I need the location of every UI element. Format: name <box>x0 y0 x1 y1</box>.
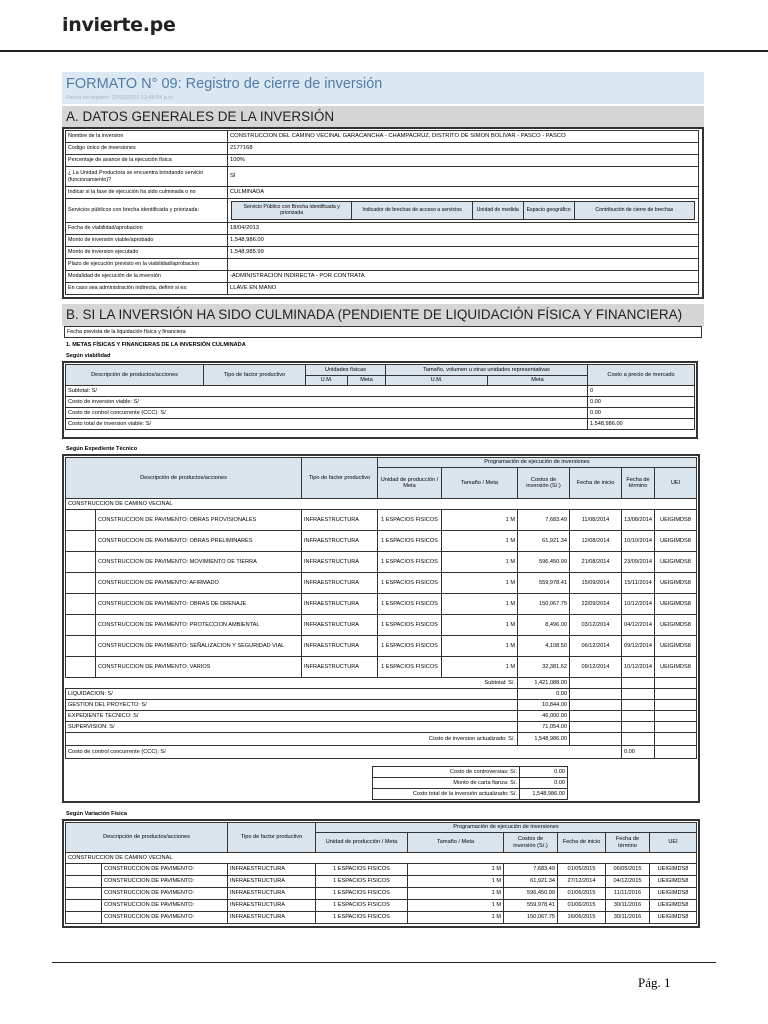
varf-h-costo: Costos de inversión (S/.) <box>504 833 558 853</box>
general-row: Monto de inversion ejecutado 1,548,985.99 <box>66 247 699 259</box>
section-b-title: B. SI LA INVERSIÓN HA SIDO CULMINADA (PENDIENTE DE LIQUIDACIÓN FÍSICA Y FINANCIERA) <box>62 304 704 326</box>
viab-h-um: U.M. <box>306 376 348 386</box>
liquidation-label: Fecha prevista de la liquidación física y financiera <box>65 327 702 338</box>
varf-h-fi: Fecha de inicio <box>558 833 606 853</box>
exp-ccc-row: Costo de control concurrente (CCC): S/ 0.00 <box>66 746 697 759</box>
general-row: Plazo de ejecución previsto en la viabilidad/aprobacion <box>66 259 699 271</box>
general-data-table <box>65 130 699 295</box>
table-row: CONSTRUCCION DE PAVIMENTO: SEÑALIZACION Y SEGURIDAD VIAL INFRAESTRUCTURA 1 ESPACIOS FISICOS 1 M 4,108.50 06/12/2014 09/12/2014 UEIGIMDS8 <box>66 636 697 657</box>
varf-h-desc: Descripción de productos/acciones <box>66 823 228 853</box>
varf-h-ft: Fecha de término <box>606 833 650 853</box>
footer-divider <box>52 962 716 963</box>
exp-extra-row: EXPEDIENTE TECNICO: S/ 46,000.00 <box>66 711 697 722</box>
varf-table <box>65 822 697 924</box>
exp-h-prog: Programación de ejecución de inversiones <box>378 458 697 468</box>
general-row: Codigo único de inversiones 2177168 <box>66 143 699 155</box>
viab-subtitle: Según viabilidad <box>66 353 111 359</box>
general-row: Nombre de la inversion CONSTRUCCION DEL CAMINO VECINAL GARACANCHA - CHAMPACRUZ, DISTRITO DE SIMON BOLIVAR - PASCO - PASCO <box>66 131 699 143</box>
varf-h-tam: Tamaño / Meta <box>408 833 504 853</box>
table-row: CONSTRUCCION DE PAVIMENTO: INFRAESTRUCTURA 1 ESPACIOS FISICOS 1 M 150,067.75 16/06/2015 30/11/2016 UEIGIMDS8 <box>66 912 697 924</box>
exp-h-tipo: Tipo de factor productivo <box>302 458 378 499</box>
liquidation-table <box>64 326 702 338</box>
varf-group: CONSTRUCCION DE CAMINO VECINAL <box>66 853 697 864</box>
varf-h-tipo: Tipo de factor productivo <box>228 823 316 853</box>
exp-extra-row: LIQUIDACION: S/ 0.00 <box>66 689 697 700</box>
services-col: Contribución de cierre de brechas <box>574 202 694 220</box>
general-row: Monto de inversión viable/aprobado 1,548,986.00 <box>66 235 699 247</box>
form-date: Fecha de registro: 20/01/2020 12:48:04 p.m. <box>66 95 175 101</box>
general-row: Modalidad de ejecución de la inversión -ADMINISTRACION INDIRECTA - POR CONTRATA <box>66 271 699 283</box>
exp-h-tam: Tamaño / Meta <box>442 468 518 499</box>
services-col: Unidad de medida <box>472 202 523 220</box>
services-col: Servicio Público con Brecha identificada y priorizada <box>232 202 352 220</box>
viab-total-row: Costo de control concurrente (CCC): S/ 0.00 <box>66 408 695 419</box>
services-row: Servicios públicos con brecha identificada y priorizada: Servicio Público con Brecha identificada y priorizada Indicador de brechas de acceso a servicios Unidad de medida Espacio geográfico Contribución de cierre de brechas <box>66 199 699 223</box>
viab-total-row: Costo de inversion viable: S/ 0.00 <box>66 397 695 408</box>
form-title: FORMATO N° 09: Registro de cierre de inversión <box>66 76 383 92</box>
exp-subtotal-row: Subtotal: S/. 1,421,088.00 <box>66 678 697 689</box>
general-row: Indicar si la fase de ejecución ha sido culminada o no CULMINADA <box>66 187 699 199</box>
exp-extra-row: SUPERVISION: S/ 71,054.00 <box>66 722 697 733</box>
exp-tail-row: Costo total de la inversión actualizado: S/. 1,548,986.00 <box>373 789 568 800</box>
services-header <box>231 201 695 220</box>
header-divider <box>0 50 768 52</box>
table-row: CONSTRUCCION DE PAVIMENTO: OBRAS DE DRENAJE INFRAESTRUCTURA 1 ESPACIOS FISICOS 1 M 150,067.75 22/09/2014 10/12/2014 UEIGIMDS8 <box>66 594 697 615</box>
general-row: Fecha de viabilidad/aprobacion 18/04/2013 <box>66 223 699 235</box>
general-row: En caso sea administración indirecta, definir si es: LLAVE EN MANO <box>66 283 699 295</box>
page-number: Pág. 1 <box>638 975 671 990</box>
table-row: CONSTRUCCION DE PAVIMENTO: INFRAESTRUCTURA 1 ESPACIOS FISICOS 1 M 7,683.49 01/05/2015 06/05/2015 UEIGIMDS8 <box>66 864 697 876</box>
exp-h-costo: Costos de inversión (S/.) <box>518 468 570 499</box>
viab-h-meta2: Meta <box>488 376 588 386</box>
viab-h-costo: Costo a precio de mercado <box>588 365 695 386</box>
table-row: CONSTRUCCION DE PAVIMENTO: PROTECCION AMBIENTAL INFRAESTRUCTURA 1 ESPACIOS FISICOS 1 M 8,496.00 03/12/2014 04/12/2014 UEIGIMDS8 <box>66 615 697 636</box>
viab-h-desc: Descripción de productos/acciones <box>66 365 204 386</box>
exp-tail-table <box>372 766 568 800</box>
services-col: Indicador de brechas de acceso a servicios <box>352 202 472 220</box>
table-row: CONSTRUCCION DE PAVIMENTO: INFRAESTRUCTURA 1 ESPACIOS FISICOS 1 M 596,450.99 01/06/2015 11/11/2016 UEIGIMDS8 <box>66 888 697 900</box>
table-row: CONSTRUCCION DE PAVIMENTO: VARIOS INFRAESTRUCTURA 1 ESPACIOS FISICOS 1 M 32,381.52 09/12/2014 10/12/2014 UEIGIMDS8 <box>66 657 697 678</box>
varf-h-uei: UEI <box>650 833 697 853</box>
logo-text: invierte.pe <box>62 14 176 36</box>
viab-total-row: Subtotal: S/ 0 <box>66 386 695 397</box>
viab-h-unid: Unidades físicas <box>306 365 386 376</box>
metas-title: 1. METAS FÍSICAS Y FINANCIERAS DE LA INVERSIÓN CULMINADA <box>66 342 246 348</box>
table-row: CONSTRUCCION DE PAVIMENTO: INFRAESTRUCTURA 1 ESPACIOS FISICOS 1 M 559,978.41 01/06/2015 30/11/2016 UEIGIMDS8 <box>66 900 697 912</box>
varf-subtitle: Según Variación Física <box>66 811 127 817</box>
viab-total-row: Costo total de inversion viable: S/ 1,548,986.00 <box>66 419 695 430</box>
viab-h-meta: Meta <box>348 376 386 386</box>
exp-subtitle: Según Expediente Técnico <box>66 446 138 452</box>
exp-h-unid: Unidad de producción / Meta <box>378 468 442 499</box>
viab-h-tam: Tamaño, volumen u otras unidades representativas <box>386 365 588 376</box>
section-a-title: A. DATOS GENERALES DE LA INVERSIÓN <box>62 106 704 128</box>
exp-updated-row: Costo de inversion actualizado: S/. 1,548,986.00 <box>66 733 697 746</box>
exp-h-desc: Descripción de productos/acciones <box>66 458 302 499</box>
general-row: ¿ La Unidad Productora se encuentra brindando servicio (funcionamiento)? SÍ <box>66 167 699 187</box>
table-row: CONSTRUCCION DE PAVIMENTO: AFIRMADO INFRAESTRUCTURA 1 ESPACIOS FISICOS 1 M 559,978.41 15/09/2014 15/11/2014 UEIGIMDS8 <box>66 573 697 594</box>
exp-extra-row: GESTION DEL PROYECTO: S/ 10,844.00 <box>66 700 697 711</box>
exp-tail-row: Monto de carta fianza: S/. 0.00 <box>373 778 568 789</box>
viability-table <box>65 364 695 430</box>
exp-group: CONSTRUCCION DE CAMINO VECINAL <box>66 499 697 510</box>
exp-h-ft: Fecha de término <box>622 468 655 499</box>
exp-h-uei: UEI <box>655 468 697 499</box>
table-row: CONSTRUCCION DE PAVIMENTO: OBRAS PROVISIONALES INFRAESTRUCTURA 1 ESPACIOS FISICOS 1 M 7,683.49 11/08/2014 13/08/2014 UEIGIMDS8 <box>66 510 697 531</box>
services-col: Espacio geográfico <box>523 202 574 220</box>
varf-h-unid: Unidad de producción / Meta <box>316 833 408 853</box>
varf-h-prog: Programación de ejecución de inversiones <box>316 823 697 833</box>
table-row: CONSTRUCCION DE PAVIMENTO: MOVIMIENTO DE TIERRA INFRAESTRUCTURA 1 ESPACIOS FISICOS 1 M 596,450.99 21/08/2014 23/09/2014 UEIGIMDS8 <box>66 552 697 573</box>
table-row: CONSTRUCCION DE PAVIMENTO: INFRAESTRUCTURA 1 ESPACIOS FISICOS 1 M 61,921.34 27/12/2014 04/12/2015 UEIGIMDS8 <box>66 876 697 888</box>
exp-tail-row: Costo de controversias: S/. 0.00 <box>373 767 568 778</box>
general-row: Percentaje de avance de la ejecución física 100% <box>66 155 699 167</box>
viab-h-tipo: Tipo de factor productivo <box>204 365 306 386</box>
invierte-logo <box>62 14 176 36</box>
viab-h-um2: U.M. <box>386 376 488 386</box>
table-row: CONSTRUCCION DE PAVIMENTO: OBRAS PRELIMINARES INFRAESTRUCTURA 1 ESPACIOS FISICOS 1 M 61,921.34 12/08/2014 10/10/2014 UEIGIMDS8 <box>66 531 697 552</box>
exp-h-fi: Fecha de inicio <box>570 468 622 499</box>
exp-table <box>65 457 697 759</box>
